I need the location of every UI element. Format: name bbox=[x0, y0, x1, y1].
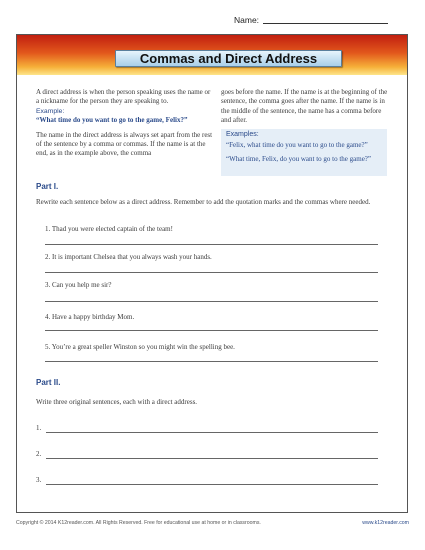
name-line[interactable] bbox=[263, 23, 388, 24]
site-link[interactable]: www.k12reader.com bbox=[362, 520, 409, 526]
answer-line-1[interactable] bbox=[45, 272, 378, 273]
intro-paragraph-3: goes before the name. If the name is at the beginning of the sentence, the comma goes after the name. If the name is in the middle of the sentence, the name has a comma before and after. bbox=[221, 88, 388, 125]
sentence-item-3: 3. Can you help me sir? bbox=[45, 281, 112, 289]
original-sentence-line-2[interactable] bbox=[46, 458, 378, 459]
original-sentence-number-3: 3. bbox=[36, 476, 42, 484]
page-title: Commas and Direct Address bbox=[115, 50, 342, 67]
example-sentence-2: “What time, Felix, do you want to go to the game?” bbox=[226, 155, 372, 163]
original-sentence-line-3[interactable] bbox=[46, 484, 378, 485]
copyright-text: Copyright © 2014 K12reader.com. All Rights Reserved. Free for educational use at home or in classrooms. bbox=[16, 520, 261, 526]
example-sentence-1: “Felix, what time do you want to go to the game?” bbox=[226, 141, 368, 149]
part-1-instructions: Rewrite each sentence below as a direct address. Remember to add the quotation marks and the commas where needed. bbox=[36, 198, 371, 206]
intro-paragraph-2: The name in the direct address is always set apart from the rest of the sentence by a comma or commas. If the name is at the end, as in the example above, the comma bbox=[36, 130, 213, 158]
intro-paragraph-1: A direct address is when the person speaking uses the name or a nickname for the person they are speaking to. bbox=[36, 88, 211, 106]
part-2-heading: Part II. bbox=[36, 378, 61, 387]
example-text: “What time do you want to go to the game, Felix?” bbox=[36, 116, 188, 125]
original-sentence-line-1[interactable] bbox=[46, 432, 378, 433]
example-label: Example: bbox=[36, 107, 65, 115]
answer-line-2[interactable] bbox=[45, 301, 378, 302]
answer-line-4[interactable] bbox=[45, 361, 378, 362]
examples-box bbox=[221, 129, 387, 176]
answer-line-3[interactable] bbox=[45, 330, 378, 331]
name-label: Name: bbox=[234, 15, 260, 25]
examples-label: Examples: bbox=[226, 131, 259, 138]
part-2-instructions: Write three original sentences, each with a direct address. bbox=[36, 398, 198, 406]
intro-left-column bbox=[36, 88, 214, 159]
original-sentence-number-1: 1. bbox=[36, 424, 42, 432]
name-field[interactable] bbox=[234, 15, 388, 25]
sentence-item-4: 4. Have a happy birthday Mom. bbox=[45, 313, 135, 321]
sentence-item-2: 2. It is important Chelsea that you always wash your hands. bbox=[45, 253, 212, 261]
sentence-item-5: 5. You’re a great speller Winston so you might win the spelling bee. bbox=[45, 343, 235, 351]
answer-line-0[interactable] bbox=[45, 244, 378, 245]
part-1-heading: Part I. bbox=[36, 182, 59, 191]
sentence-item-1: 1. Thad you were elected captain of the team! bbox=[45, 225, 173, 233]
intro-right-column bbox=[221, 88, 388, 126]
original-sentence-number-2: 2. bbox=[36, 450, 42, 458]
